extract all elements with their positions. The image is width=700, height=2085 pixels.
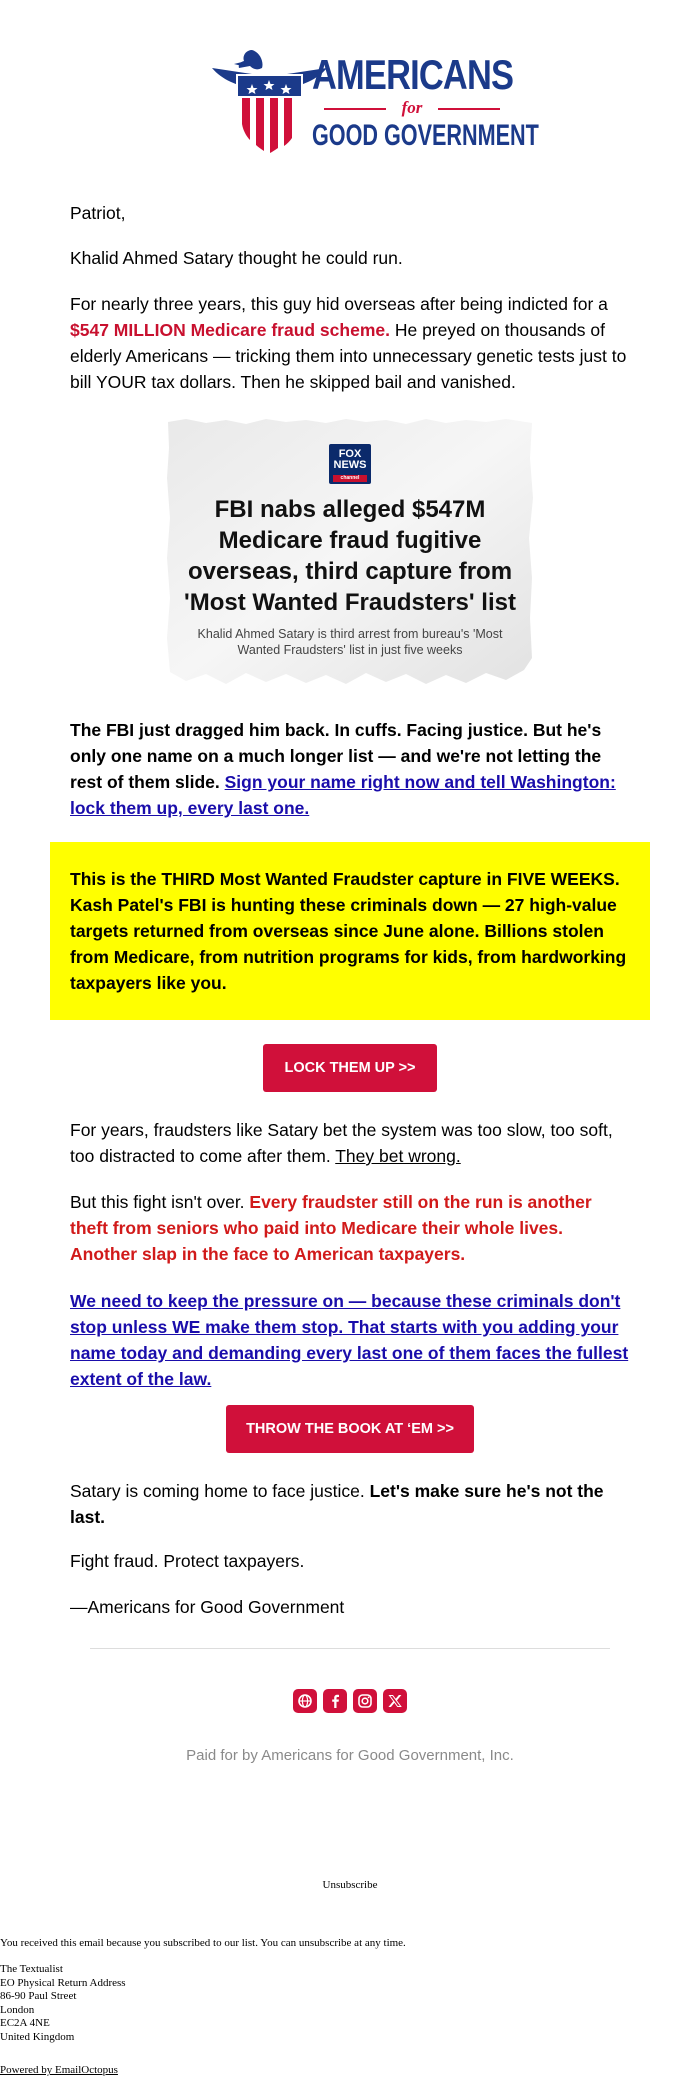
eagle-shield-icon <box>212 48 327 158</box>
logo-divider-right <box>438 108 500 110</box>
paragraph-4 <box>70 1189 630 1267</box>
sign-name-link[interactable]: Sign your name right now and tell Washington: lock them up, every last one. <box>70 772 616 818</box>
facebook-icon[interactable] <box>323 1689 347 1713</box>
paragraph-3-text: For years, fraudsters like Satary bet the system was too slow, too soft, too distracted to come after them. <box>70 1120 613 1166</box>
fox-badge-top: FOX <box>338 448 362 460</box>
fox-badge-sub: channel <box>333 475 367 482</box>
highlight-callout-box <box>50 842 650 1020</box>
x-icon[interactable] <box>383 1689 407 1713</box>
pressure-petition-link[interactable]: We need to keep the pressure on — because these criminals don't stop unless WE make them stop. That starts with you adding your name today and demanding every last one of them faces the fullest extent of the law. <box>70 1291 629 1389</box>
social-links <box>293 1689 407 1713</box>
logo-text-for: for <box>401 98 423 117</box>
fox-news-logo <box>329 444 371 484</box>
fraud-amount-highlight: $547 MILLION Medicare fraud scheme. <box>70 320 390 340</box>
paragraph-6 <box>70 1478 630 1530</box>
address-line: The Textualist <box>0 1963 63 1975</box>
lock-them-up-button[interactable]: LOCK THEM UP >> <box>263 1044 437 1092</box>
callout-text: This is the THIRD Most Wanted Fraudster capture in FIVE WEEKS. Kash Patel's FBI is hunting these criminals down — 27 high-value targets returned from overseas since June alone. Billions stolen from Medicare, from nutrition programs for kids, from hardworking taxpayers like you. <box>70 869 627 993</box>
paragraph-4-text: But this fight isn't over. <box>70 1192 250 1212</box>
paragraph-1 <box>70 291 630 395</box>
subscription-notice: You received this email because you subscribed to our list. You can unsubscribe at any time. <box>0 1937 406 1949</box>
paragraph-7: Fight fraud. Protect taxpayers. <box>70 1551 305 1571</box>
greeting: Patriot, <box>70 203 126 223</box>
fox-badge-mid: NEWS <box>333 459 367 471</box>
logo-text-good-government: GOOD GOVERNMENT <box>312 119 539 152</box>
unsubscribe-link[interactable]: Unsubscribe <box>322 1879 378 1891</box>
address-line: London <box>0 2003 35 2016</box>
intro-paragraph: Khalid Ahmed Satary thought he could run. <box>70 248 403 268</box>
paragraph-6-bold: Let's make sure he's not the last. <box>70 1481 604 1527</box>
address-line: EO Physical Return Address <box>0 1976 126 1989</box>
powered-by-link[interactable]: Powered by EmailOctopus <box>0 2064 118 2076</box>
paragraph-2-bold: The FBI just dragged him back. In cuffs. Facing justice. But he's only one name on a much longer list — and we're not letting the rest of them slide. <box>70 720 602 792</box>
news-subheadline: Khalid Ahmed Satary is third arrest from bureau's 'Most Wanted Fraudsters' list in just five weeks <box>197 627 503 657</box>
news-headline: FBI nabs alleged $547M Medicare fraud fugitive overseas, third capture from 'Most Wanted Fraudsters' list <box>184 496 516 616</box>
paid-for-disclaimer: Paid for by Americans for Good Government, Inc. <box>186 1747 514 1764</box>
address-line: United Kingdom <box>0 2030 75 2043</box>
logo-text-americans: AMERICANS <box>312 51 514 98</box>
address-line: 86-90 Paul Street <box>0 1990 77 2002</box>
logo-for-row <box>324 98 500 118</box>
address-line: EC2A 4NE <box>0 2017 50 2029</box>
signature: —Americans for Good Government <box>70 1597 345 1617</box>
paragraph-2 <box>70 717 630 821</box>
paragraph-4-red: Every fraudster still on the run is another theft from seniors who paid into Medicare their whole lives. Another slap in the face to American taxpayers. <box>70 1192 592 1264</box>
news-headline-image <box>166 418 534 690</box>
paragraph-1-before: For nearly three years, this guy hid overseas after being indicted for a <box>70 294 608 314</box>
they-bet-wrong-text: They bet wrong. <box>335 1146 461 1166</box>
globe-icon[interactable] <box>293 1689 317 1713</box>
paragraph-1-after: He preyed on thousands of elderly Americans — tricking them into unnecessary genetic tests just to bill YOUR tax dollars. Then he skipped bail and vanished. <box>70 320 627 392</box>
brand-logo[interactable] <box>212 48 539 158</box>
mailing-address <box>0 1963 126 2044</box>
paragraph-5 <box>70 1288 630 1392</box>
footer-divider <box>90 1648 610 1649</box>
instagram-icon[interactable] <box>353 1689 377 1713</box>
throw-the-book-button[interactable]: THROW THE BOOK AT ‘EM >> <box>226 1405 474 1453</box>
paragraph-3 <box>70 1117 630 1169</box>
paragraph-6-text: Satary is coming home to face justice. <box>70 1481 370 1501</box>
